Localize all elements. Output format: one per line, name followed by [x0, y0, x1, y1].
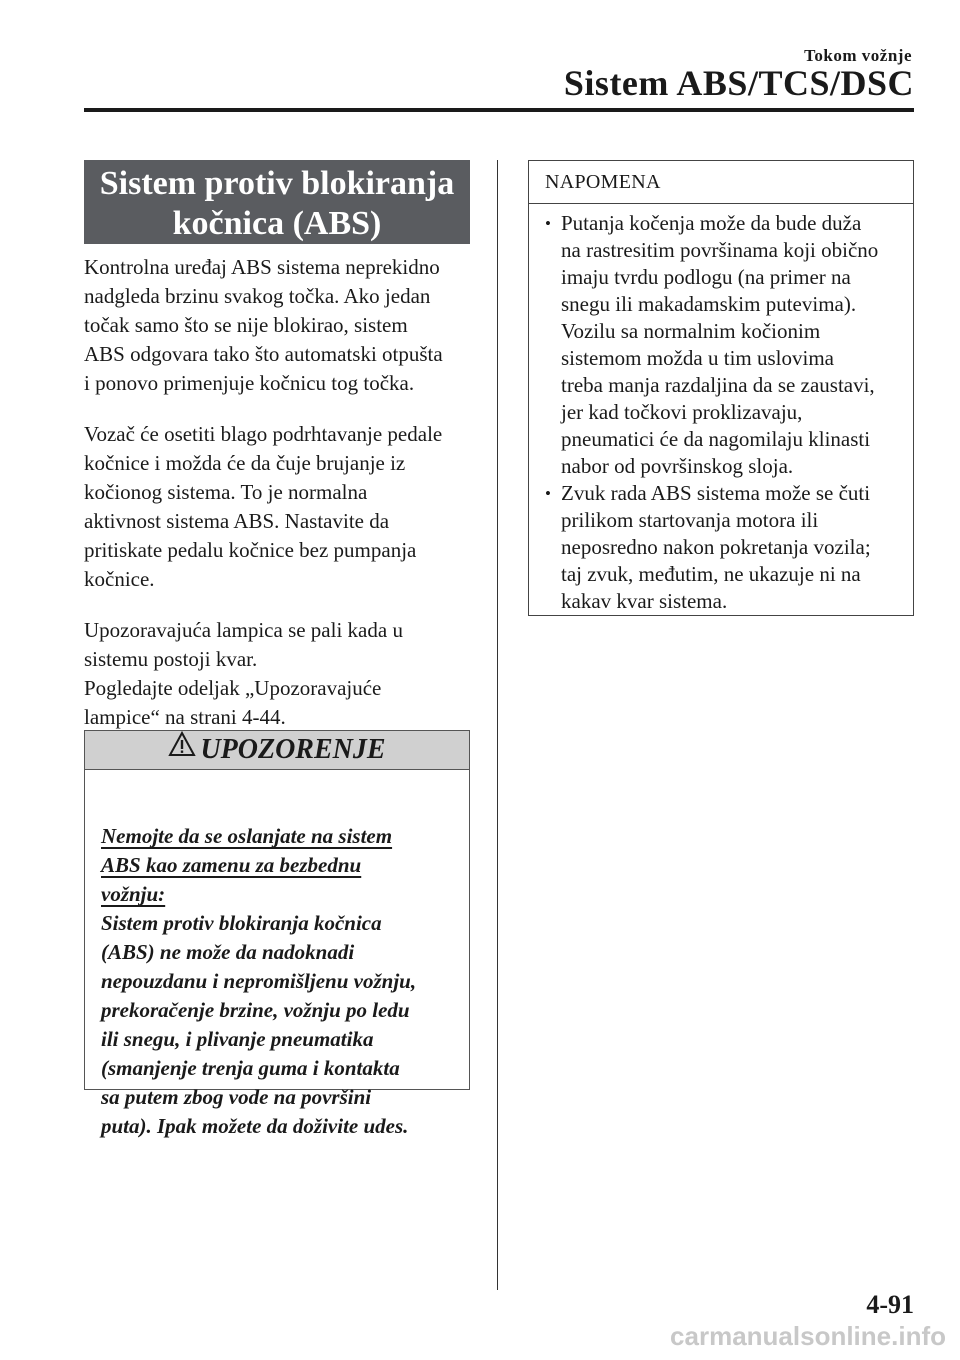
note-heading: NAPOMENA: [529, 161, 913, 204]
watermark: carmanualsonline.info: [670, 1321, 946, 1351]
note-line: imaju tvrdu podlogu (na primer na: [561, 265, 851, 289]
body-text: [84, 253, 484, 754]
text-line: kočnice.: [84, 567, 155, 591]
text-line: nadgleda brzinu svakog točka. Ako jedan: [84, 284, 431, 308]
warning-heading: UPOZORENJE: [200, 734, 386, 765]
warning-line: nepouzdanu i nepromišljenu vožnju,: [101, 969, 417, 993]
chapter-title: Sistem ABS/TCS/DSC: [563, 63, 914, 103]
note-line: jer kad točkovi proklizavaju,: [561, 400, 803, 424]
warning-line: Sistem protiv blokiranja kočnica: [101, 911, 382, 935]
text-line: kočionog sistema. To je normalna: [84, 480, 368, 504]
note-line: neposredno nakon pokretanja vozila;: [561, 535, 871, 559]
text-line: kočnice i možda će da čuje brujanje iz: [84, 451, 406, 475]
chapter-subtitle: Tokom vožnje: [804, 46, 912, 65]
warning-line: (ABS) ne može da nadoknadi: [101, 940, 355, 964]
text-line: aktivnost sistema ABS. Nastavite da: [84, 509, 390, 533]
warning-line: (smanjenje trenja guma i kontakta: [101, 1056, 400, 1080]
text-line: Vozač će osetiti blago podrhtavanje pedale: [84, 422, 443, 446]
text-line: Upozoravajuća lampica se pali kada u: [84, 618, 403, 642]
warning-line: puta). Ipak možete da doživite udes.: [101, 1114, 409, 1138]
note-line: Zvuk rada ABS sistema može se čuti: [561, 481, 871, 505]
text-line: i ponovo primenjuje kočnicu tog točka.: [84, 371, 415, 395]
header-rule: [84, 108, 914, 112]
section-title: [84, 160, 470, 244]
note-line: sistemom možda u tim uslovima: [561, 346, 834, 370]
warning-lead-line: vožnju:: [101, 882, 166, 906]
warning-line: ili snegu, i plivanje pneumatika: [101, 1027, 374, 1051]
text-line: sistemu postoji kvar.: [84, 647, 258, 671]
section-title-line: Sistem protiv blokiranja: [99, 165, 455, 202]
section-title-line: kočnica (ABS): [172, 205, 382, 242]
warning-line: prekoračenje brzine, vožnju po ledu: [101, 998, 410, 1022]
note-item: [543, 210, 903, 480]
note-line: nabor od površinskog sloja.: [561, 454, 794, 478]
note-line: taj zvuk, međutim, ne ukazuje ni na: [561, 562, 861, 586]
warning-box: [84, 730, 470, 1138]
note-body: [529, 204, 913, 615]
warning-lead-line: ABS kao zamenu za bezbednu: [101, 853, 362, 877]
note-line: prilikom startovanja motora ili: [561, 508, 819, 532]
bullet-icon: •: [545, 484, 551, 503]
warning-lead-line: Nemojte da se oslanjate na sistem: [101, 824, 393, 848]
note-line: Vozilu sa normalnim kočionim: [561, 319, 821, 343]
note-line: pneumatici će da nagomilaju klinasti: [561, 427, 871, 451]
note-line: treba manja razdaljina da se zaustavi,: [561, 373, 875, 397]
warning-line: sa putem zbog vode na površini: [101, 1085, 372, 1109]
note-box: [528, 160, 914, 616]
warning-body: [85, 770, 469, 1141]
note-line: kakav kvar sistema.: [561, 589, 728, 613]
note-line: na rastresitim površinama koji obično: [561, 238, 879, 262]
text-line: točak samo što se nije blokirao, sistem: [84, 313, 408, 337]
text-line: Kontrolna uređaj ABS sistema neprekidno: [84, 255, 440, 279]
warning-triangle-icon: [168, 730, 196, 768]
text-line: ABS odgovara tako što automatski otpušta: [84, 342, 443, 366]
warning-header: [85, 731, 469, 770]
text-line: lampice“ na strani 4-44.: [84, 705, 286, 729]
bullet-icon: •: [545, 214, 551, 233]
paragraph: [84, 420, 484, 594]
note-line: snegu ili makadamskim putevima).: [561, 292, 857, 316]
text-line: Pogledajte odeljak „Upozoravajuće: [84, 676, 382, 700]
paragraph: [84, 616, 484, 732]
note-item: [543, 480, 903, 615]
column-divider: [497, 160, 498, 1290]
paragraph: [84, 253, 484, 398]
note-line: Putanja kočenja može da bude duža: [561, 211, 862, 235]
page-number: 4-91: [866, 1290, 914, 1319]
text-line: pritiskate pedalu kočnice bez pumpanja: [84, 538, 417, 562]
